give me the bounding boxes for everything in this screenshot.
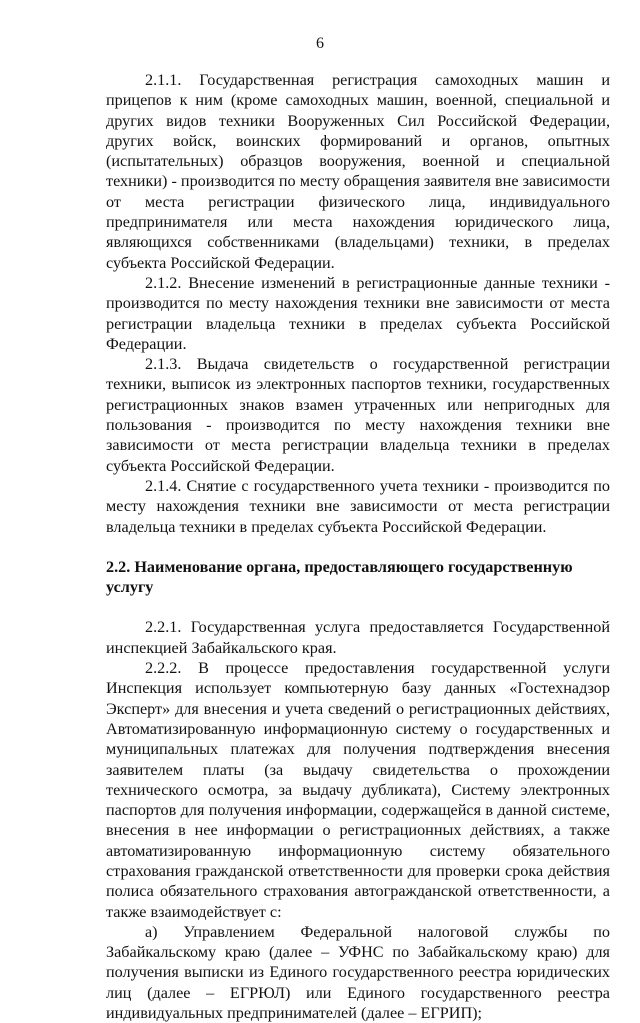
paragraph-2-1-2: 2.1.2. Внесение изменений в регистрационные данные техники - производится по месту нахождения техники вне зависимости от места регистрации владельца техники в пределах субъекта Российской Федерации. (106, 273, 610, 353)
page-number: 6 (316, 35, 324, 52)
section-heading: 2.2. Наименование органа, предоставляющего государственную услугу (106, 557, 573, 597)
paragraph-2-1-3: 2.1.3. Выдача свидетельств о государственной регистрации техники, выписок из электронных паспортов техники, государственных регистрационных знаков взамен утраченных или непригодных для пользования - производится по месту нахождения техники вне зависимости от места регистрации владельца техники в пределах субъекта Российской Федерации. (106, 355, 610, 475)
paragraph-2-1-1: 2.1.1. Государственная регистрация самоходных машин и прицепов к ним (кроме самоходных машин, военной, специальной и других видов техники Вооруженных Сил Российской Федерации, других войск, воинских формирований и органов, опытных (испытательных) образцов вооружения, военной и специальной техники) - производится по месту обращения заявителя вне зависимости от места регистрации физического лица, индивидуального предпринимателя или места нахождения юридического лица, являющихся собственниками (владельцами) техники, в пределах субъекта Российской Федерации. (106, 71, 610, 272)
paragraph-2-2-2: 2.2.2. В процессе предоставления государственной услуги Инспекция использует компьютерную базу данных «Гостехнадзор Эксперт» для внесения и учета сведений о регистрационных действиях, Автоматизированную информационную систему о государственных и муниципальных платежах для получения подтверждения внесения заявителем платы (за выдачу свидетельства о прохождении технического осмотра, за выдачу дубликата), Систему электронных паспортов для получения информации, содержащейся в данной системе, внесения в нее информации о регистрационных действиях, а также автоматизированную информационную систему обязательного страхования гражданской ответственности для проверки срока действия полиса обязательного страхования автогражданской ответственности, а также взаимодействует с: (106, 659, 610, 921)
paragraph-2-2-1: 2.2.1. Государственная услуга предоставляется Государственной инспекцией Забайкальского края. (106, 618, 610, 657)
paragraph-2-1-4: 2.1.4. Снятие с государственного учета техники - производится по месту нахождения техники вне зависимости от места регистрации владельца техники в пределах субъекта Российской Федерации. (106, 476, 610, 536)
paragraph-item-a: а) Управлением Федеральной налоговой службы по Забайкальскому краю (далее – УФНС по Забайкальскому краю) для получения выписки из Единого государственного реестра юридических лиц (далее – ЕГРЮЛ) или Единого государственного реестра индивидуальных предпринимателей (далее – ЕГРИП); (106, 922, 610, 1023)
document-body (106, 70, 610, 1023)
